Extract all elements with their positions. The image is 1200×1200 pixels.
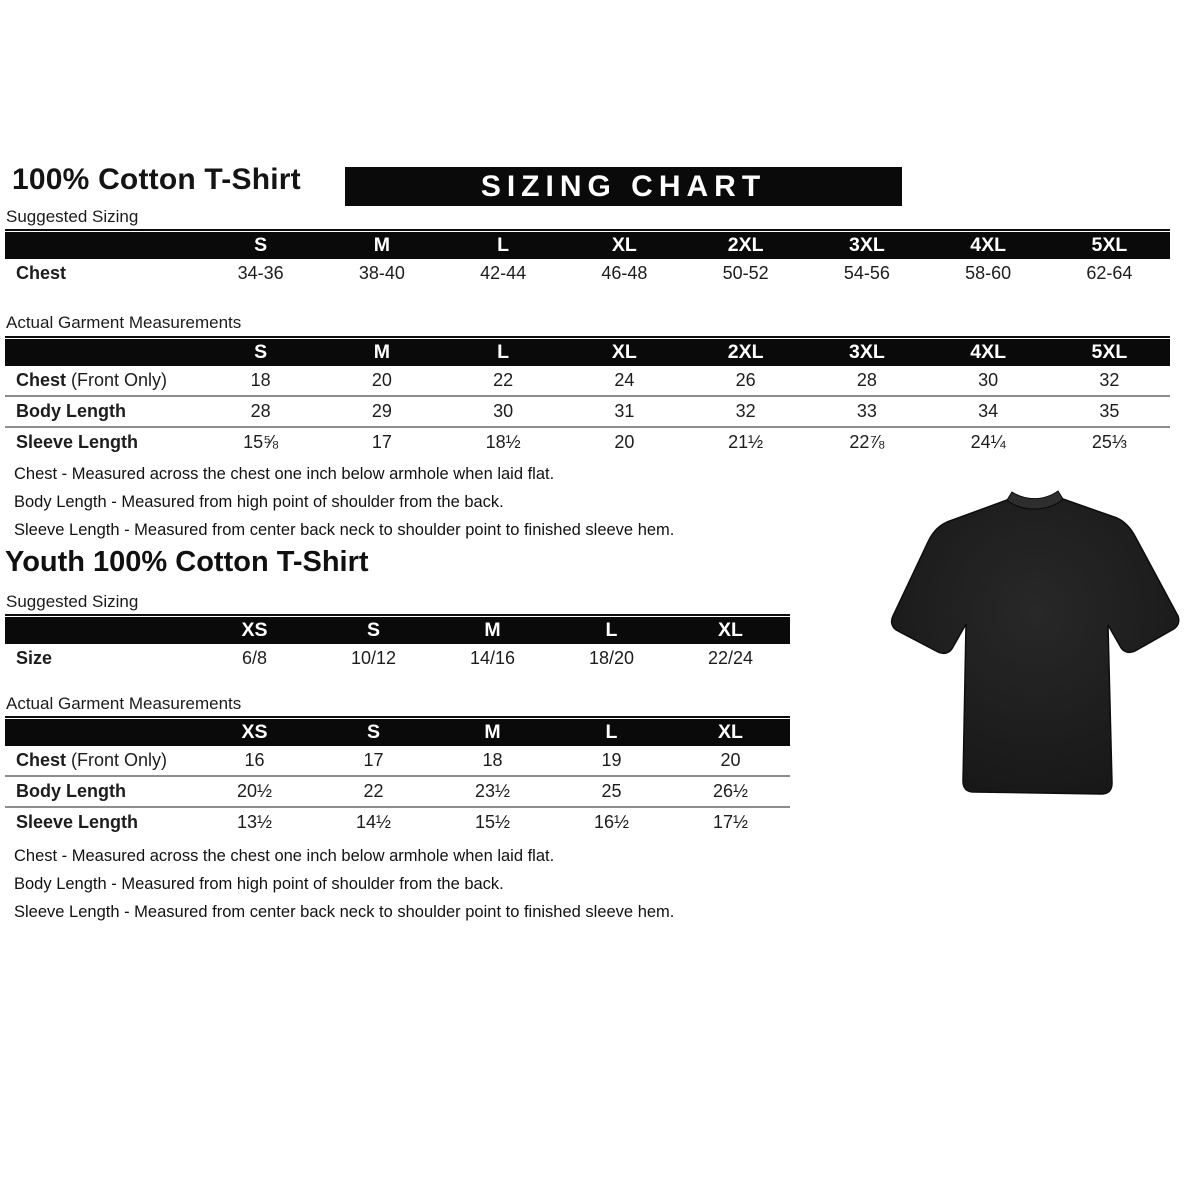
youth-measurement-notes <box>14 842 674 926</box>
measurement-value: 23½ <box>474 781 511 801</box>
measurement-value: 26½ <box>712 781 749 801</box>
measurement-value: 24¼ <box>970 432 1006 452</box>
size-column-header: L <box>605 619 618 641</box>
measurement-value: 19 <box>601 750 622 770</box>
row-label-note: (Front Only) <box>71 370 168 390</box>
measurement-value: 13½ <box>236 812 273 832</box>
row-label: Sleeve Length <box>16 432 139 452</box>
size-column-header: M <box>484 721 501 743</box>
size-column-header: M <box>373 341 390 363</box>
size-column-header: L <box>497 341 510 363</box>
table-row <box>5 777 790 808</box>
size-column-header: 2XL <box>727 341 764 363</box>
youth-suggested-sizing-label: Suggested Sizing <box>6 592 139 611</box>
measurement-value: 16½ <box>593 812 630 832</box>
size-range-value: 22/24 <box>707 648 754 668</box>
size-range-value: 6/8 <box>241 648 268 668</box>
measurement-value: 25⅓ <box>1091 432 1127 452</box>
adult-suggested-sizing-table <box>5 229 1170 288</box>
measurement-value: 30 <box>493 401 514 421</box>
measurement-value: 15⅝ <box>243 432 279 452</box>
adult-suggested-sizing-label: Suggested Sizing <box>6 207 139 226</box>
table-row <box>5 397 1170 428</box>
measurement-value: 17½ <box>712 812 749 832</box>
size-column-header: 4XL <box>970 341 1006 363</box>
tshirt-image <box>886 486 1186 808</box>
adult-section-title: 100% Cotton T-Shirt <box>12 163 301 196</box>
measurement-value: 30 <box>978 370 999 390</box>
chest-range-value: 54-56 <box>843 263 890 283</box>
size-column-header: M <box>373 234 390 256</box>
chest-range-value: 38-40 <box>358 263 405 283</box>
measurement-value: 28 <box>250 401 271 421</box>
measurement-value: 35 <box>1099 401 1120 421</box>
row-label: Body Length <box>16 781 126 801</box>
measurement-value: 31 <box>614 401 635 421</box>
size-range-value: 18/20 <box>588 648 635 668</box>
size-column-header: L <box>497 234 510 256</box>
adult-measurement-notes <box>14 460 674 544</box>
measurement-value: 16 <box>244 750 265 770</box>
size-column-header: XS <box>241 619 268 641</box>
measurement-value: 21½ <box>728 432 764 452</box>
row-label <box>5 370 200 391</box>
measurement-value: 25 <box>601 781 622 801</box>
table-row <box>5 644 790 673</box>
size-range-value: 14/16 <box>469 648 516 668</box>
measurement-value: 29 <box>371 401 392 421</box>
measurement-value: 34 <box>978 401 999 421</box>
row-label-note: (Front Only) <box>71 750 168 770</box>
table-top-rule <box>5 336 1170 338</box>
measurement-value: 18 <box>482 750 503 770</box>
note-line: Sleeve Length - Measured from center back neck to shoulder point to finished sleeve hem. <box>14 903 675 921</box>
chest-range-value: 50-52 <box>722 263 769 283</box>
measurement-value: 32 <box>1099 370 1120 390</box>
size-column-header: 3XL <box>848 234 885 256</box>
table-header-row <box>5 617 790 644</box>
measurement-value: 20 <box>614 432 635 452</box>
measurement-value: 18 <box>250 370 271 390</box>
measurement-value: 28 <box>856 370 877 390</box>
youth-section-title: Youth 100% Cotton T-Shirt <box>5 546 369 578</box>
youth-suggested-sizing-table <box>5 614 790 673</box>
sizing-chart-banner: SIZING CHART <box>345 167 902 206</box>
note-line: Chest - Measured across the chest one inch below armhole when laid flat. <box>14 847 555 865</box>
measurement-value: 17 <box>371 432 392 452</box>
table-header-row <box>5 339 1170 366</box>
table-header-row <box>5 232 1170 259</box>
measurement-value: 15½ <box>474 812 511 832</box>
measurement-value: 20 <box>371 370 392 390</box>
measurement-value: 20½ <box>236 781 273 801</box>
table-row <box>5 746 790 777</box>
row-label <box>5 750 195 771</box>
size-column-header: 5XL <box>1091 341 1128 363</box>
note-line: Body Length - Measured from high point of shoulder from the back. <box>14 875 504 893</box>
size-column-header: L <box>605 721 618 743</box>
size-column-header: 3XL <box>848 341 885 363</box>
chest-range-value: 62-64 <box>1086 263 1133 283</box>
tshirt-photo <box>886 486 1186 808</box>
chest-range-value: 58-60 <box>965 263 1012 283</box>
adult-actual-measurements-table <box>5 336 1170 457</box>
measurement-value: 33 <box>856 401 877 421</box>
size-column-header: XL <box>718 619 743 641</box>
measurement-value: 24 <box>614 370 635 390</box>
row-label-main: Chest <box>16 750 67 770</box>
measurement-value: 18½ <box>485 432 521 452</box>
measurement-value: 22⅞ <box>849 432 885 452</box>
note-line: Chest - Measured across the chest one inch below armhole when laid flat. <box>14 465 555 483</box>
size-column-header: XL <box>718 721 743 743</box>
note-line: Sleeve Length - Measured from center back neck to shoulder point to finished sleeve hem. <box>14 521 675 539</box>
measurement-value: 22 <box>493 370 514 390</box>
size-column-header: S <box>254 341 268 363</box>
row-label-main: Chest <box>16 370 67 390</box>
size-column-header: XL <box>611 234 637 256</box>
size-range-value: 10/12 <box>350 648 397 668</box>
size-column-header: XS <box>241 721 268 743</box>
size-column-header: S <box>366 619 380 641</box>
table-row <box>5 428 1170 457</box>
chest-range-value: 34-36 <box>237 263 284 283</box>
size-column-header: M <box>484 619 501 641</box>
measurement-value: 17 <box>363 750 384 770</box>
row-label: Body Length <box>16 401 126 421</box>
adult-actual-measurements-label: Actual Garment Measurements <box>6 313 242 332</box>
note-line: Body Length - Measured from high point of shoulder from the back. <box>14 493 504 511</box>
measurement-value: 32 <box>735 401 756 421</box>
size-column-header: S <box>366 721 380 743</box>
tshirt-body <box>892 499 1179 794</box>
table-row <box>5 366 1170 397</box>
size-column-header: 4XL <box>970 234 1006 256</box>
size-column-header: XL <box>611 341 637 363</box>
row-label: Size <box>16 648 53 668</box>
youth-actual-measurements-label: Actual Garment Measurements <box>6 694 242 713</box>
measurement-value: 22 <box>363 781 384 801</box>
table-row <box>5 808 790 837</box>
measurement-value: 14½ <box>355 812 392 832</box>
size-column-header: 5XL <box>1091 234 1128 256</box>
row-label: Sleeve Length <box>16 812 139 832</box>
size-column-header: 2XL <box>727 234 764 256</box>
table-header-row <box>5 719 790 746</box>
youth-actual-measurements-table <box>5 716 790 837</box>
table-row <box>5 259 1170 288</box>
table-top-rule <box>5 229 1170 231</box>
size-column-header: S <box>254 234 268 256</box>
table-top-rule <box>5 716 790 718</box>
measurement-value: 26 <box>735 370 756 390</box>
table-top-rule <box>5 614 790 616</box>
row-label: Chest <box>16 263 67 283</box>
chest-range-value: 46-48 <box>601 263 648 283</box>
measurement-value: 20 <box>720 750 741 770</box>
chest-range-value: 42-44 <box>480 263 527 283</box>
